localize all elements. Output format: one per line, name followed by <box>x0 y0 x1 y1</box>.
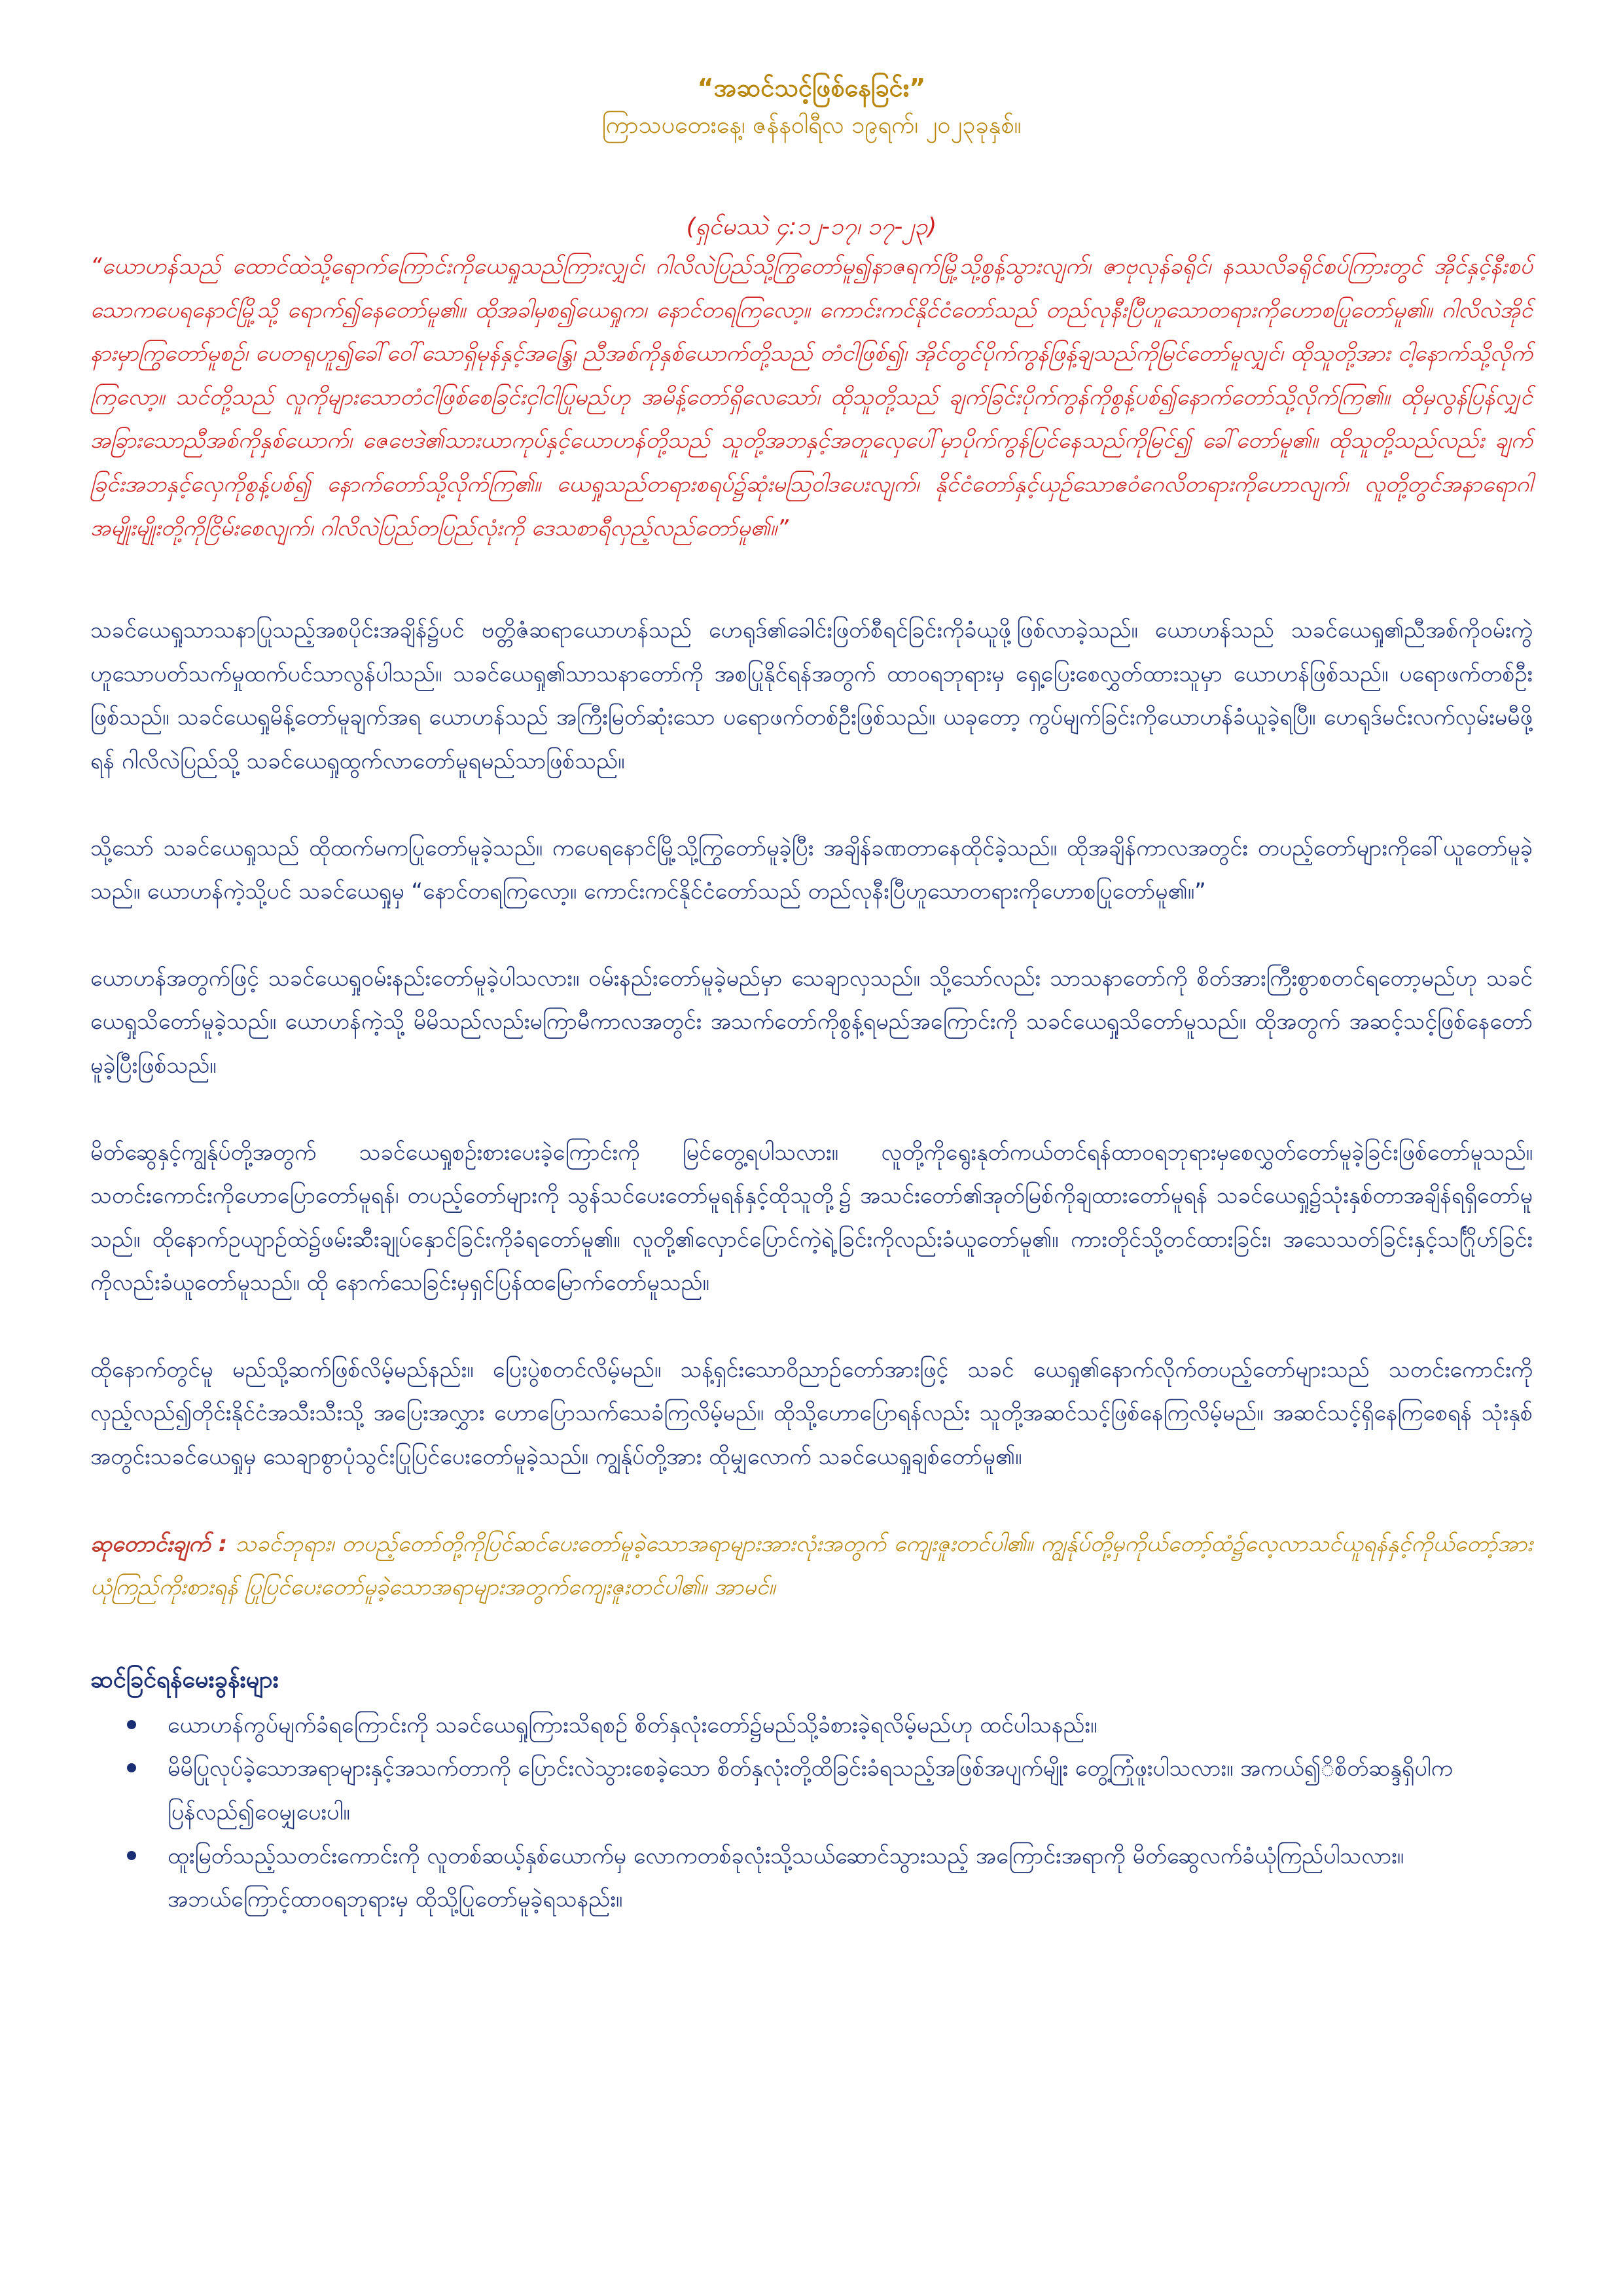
scripture-reference: (ရှင်မဿဲ ၄:၁၂-၁၇၊ ၁၇-၂၃) <box>686 213 937 240</box>
questions-list <box>90 1704 1533 1922</box>
questions-heading: ဆင်ခြင်ရန်မေးခွန်းများ <box>90 1666 279 1693</box>
body-paragraph-2: သို့သော် သခင်ယေရှုသည် ထိုထက်မကပြုတော်မူခဲ့သည်။ ကပေရနောင်မြို့သို့ကြွတော်မူခဲ့ပြီး အချိန်ခဏတာနေထိုင်ခဲ့သည်။ ထိုအချိန်ကာလအတွင်း တပည့်တော်များကိုခေါ်ယူတော်မူခဲ့သည်။ ယောဟန်ကဲ့သို့ပင် သခင်ယေရှုမှ “နောင်တရကြလော့။ ကောင်းကင်နိုင်ငံတော်သည် တည်လုနီးပြီဟူသောတရားကိုဟောစပြုတော်မူ၏။” <box>90 834 1533 905</box>
body-paragraph-5: ထိုနောက်တွင်မူ မည်သို့ဆက်ဖြစ်လိမ့်မည်နည်း။ ပြေးပွဲစတင်လိမ့်မည်။ သန့်ရှင်းသောဝိညာဉ်တော်အားဖြင့် သခင် ယေရှု၏နောက်လိုက်တပည့်တော်များသည် သတင်းကောင်းကို လှည့်လည်၍တိုင်းနိုင်ငံအသီးသီးသို့ အပြေးအလွှား ဟောပြောသက်သေခံကြလိမ့်မည်။ ထိုသို့ဟောပြောရန်လည်း သူတို့အဆင်သင့်ဖြစ်နေကြလိမ့်မည်။ အဆင်သင့်ရှိနေကြစေရန် သုံးနှစ်အတွင်းသခင်ယေရှုမှ သေချာစွာပုံသွင်းပြုပြင်ပေးတော်မူခဲ့သည်။ ကျွန်ုပ်တို့အား ထိုမျှလောက် သခင်ယေရှုချစ်တော်မူ၏။ <box>90 1356 1533 1471</box>
body-paragraph-3: ယောဟန်အတွက်ဖြင့် သခင်ယေရှုဝမ်းနည်းတော်မူခဲ့ပါသလား။ ဝမ်းနည်းတော်မူခဲ့မည်မှာ သေချာလှသည်။ သို့သော်လည်း သာသနာတော်ကို စိတ်အားကြီးစွာစတင်ရတော့မည်ဟု သခင်ယေရှုသိတော်မူခဲ့သည်။ ယောဟန်ကဲ့သို့ မိမိသည်လည်းမကြာမီကာလအတွင်း အသက်တော်ကိုစွန့်ရမည်အကြောင်းကို သခင်ယေရှုသိတော်မူသည်။ ထိုအတွက် အဆင့်သင့်ဖြစ်နေတော်မူခဲ့ပြီးဖြစ်သည်။ <box>90 965 1533 1079</box>
question-text: မိမိပြုလုပ်ခဲ့သောအရာများနှင့်အသက်တာကို ပြောင်းလဲသွားစေခဲ့သော စိတ်နှလုံးတို့ထိခြင်းခံရသည့်အဖြစ်အပျက်မျိုး တွေ့ကြုံဖူးပါသလား။ အကယ်၍ိစိတ်ဆန္ဒရှိပါက ပြန်လည်၍ဝေမျှပေးပါ။ <box>168 1755 1453 1826</box>
devotional-title: “အဆင်သင့်ဖြစ်နေခြင်း” <box>697 73 926 102</box>
question-text: ယောဟန်ကွပ်မျက်ခံရကြောင်းကို သခင်ယေရှုကြားသိရစဉ် စိတ်နှလုံးတော်၌မည်သို့ခံစားခဲ့ရလိမ့်မည်ဟု ထင်ပါသနည်း။ <box>168 1712 1097 1738</box>
question-item <box>90 1704 1533 1748</box>
prayer-text: သခင်ဘုရား၊ တပည့်တော်တို့ကိုပြင်ဆင်ပေးတော်မူခဲ့သောအရာများအားလုံးအတွက် ကျေးဇူးတင်ပါ၏။ ကျွန်ုပ်တို့မှကိုယ်တော့်ထံ၌လေ့လာသင်ယူရန်နှင့်ကိုယ်တော့်အားယုံကြည်ကိုးစားရန် ပြုပြင်ပေးတော်မူခဲ့သောအရာများအတွက်ကျေးဇူးတင်ပါ၏။ အာမင်။ <box>90 1530 1533 1601</box>
bullet-icon <box>127 1851 136 1860</box>
body-paragraph-1: သခင်ယေရှုသာသနာပြုသည့်အစပိုင်းအချိန်၌ပင် ဗတ္တိဇံဆရာယောဟန်သည် ဟေရုဒ်၏ခေါင်းဖြတ်စီရင်ခြင်းကိုခံယူဖို့ဖြစ်လာခဲ့သည်။ ယောဟန်သည် သခင်ယေရှု၏ညီအစ်ကိုဝမ်းကွဲဟူသောပတ်သက်မှုထက်ပင်သာလွန်ပါသည်။ သခင်ယေရှု၏သာသနာတော်ကို အစပြုနိုင်ရန်အတွက် ထာဝရဘုရားမှ ရှေ့ပြေးစေလွှတ်ထားသူမှာ ယောဟန်ဖြစ်သည်။ ပရောဖက်တစ်ဦးဖြစ်သည်။ သခင်ယေရှုမိန့်တော်မူချက်အရ ယောဟန်သည် အကြီးမြတ်ဆုံးသော ပရောဖက်တစ်ဦးဖြစ်သည်။ ယခုတော့ ကွပ်မျက်ခြင်းကိုယောဟန်ခံယူခဲ့ရပြီ။ ဟေရုဒ်မင်းလက်လှမ်းမမီဖို့ရန် ဂါလိလဲပြည်သို့ သခင်ယေရှုထွက်လာတော်မူရမည်သာဖြစ်သည်။ <box>90 617 1533 774</box>
scripture-text: “ယောဟန်သည် ထောင်ထဲသို့ရောက်ကြောင်းကိုယေရှုသည်ကြားလျှင်၊ ဂါလိလဲပြည်သို့ကြွတော်မူ၍နာဇရက်မြို့သို့စွန့်သွားလျက်၊ ဇာဗုလုန်ခရိုင်၊ နဿလိခရိုင်စပ်ကြားတွင် အိုင်နှင့်နီးစပ်သောကပေရနောင်မြို့သို့ ရောက်၍နေတော်မူ၏။ ထိုအခါမှစ၍ယေရှုက၊ နောင်တရကြလော့။ ကောင်းကင်နိုင်ငံတော်သည် တည်လုနီးပြီဟူသောတရားကိုဟောစပြုတော်မူ၏။ ဂါလိလဲအိုင်နားမှာကြွတော်မူစဉ်၊ ပေတရုဟူ၍ခေါ်ဝေါ်သောရှိမုန်နှင့်အန္ဒြေ၊ ညီအစ်ကိုနှစ်ယောက်တို့သည် တံငါဖြစ်၍၊ အိုင်တွင်ပိုက်ကွန်ဖြန့်ချသည်ကိုမြင်တော်မူလျှင်၊ ထိုသူတို့အား ငါ့နောက်သို့လိုက်ကြလော့။ သင်တို့သည် လူကိုများသောတံငါဖြစ်စေခြင်းငှါငါပြုမည်ဟု အမိန့်တော်ရှိလေသော်၊ ထိုသူတို့သည် ချက်ခြင်းပိုက်ကွန်ကိုစွန့်ပစ်၍နောက်တော်သို့လိုက်ကြ၏။ ထိုမှလွန်ပြန်လျှင်အခြားသောညီအစ်ကိုနှစ်ယောက်၊ ဇေဗေဒဲ၏သားယာကုပ်နှင့်ယောဟန်တို့သည် သူတို့အဘနှင့်အတူလှေပေါ်မှာပိုက်ကွန်ပြင်နေသည်ကိုမြင်၍ ခေါ်တော်မူ၏။ ထိုသူတို့သည်လည်း ချက်ခြင်းအဘနှင့်လှေကိုစွန့်ပစ်၍ နောက်တော်သို့လိုက်ကြ၏။ ယေရှုသည်တရားစရပ်၌ဆုံးမဩဝါဒပေးလျက်၊ နိုင်ငံတော်နှင့်ယှဉ်သောဧဝံဂေလိတရားကိုဟောလျက်၊ လူတို့တွင်အနာရောဂါအမျိုးမျိုးတို့ကိုငြိမ်းစေလျက်၊ ဂါလိလဲပြည်တပြည်လုံးကို ဒေသစာရီလှည့်လည်တော်မူ၏။” <box>90 253 1533 541</box>
prayer-block <box>90 1522 1533 1609</box>
question-item <box>90 1835 1533 1922</box>
bullet-icon <box>127 1763 136 1772</box>
devotional-date: ကြာသပတေးနေ့၊ ဇန်နဝါရီလ ၁၉ရက်၊ ၂၀၂၃ခုနှစ်။ <box>601 112 1022 139</box>
prayer-separator: : <box>218 1530 228 1557</box>
question-item <box>90 1747 1533 1834</box>
prayer-label: ဆုတောင်းချက် <box>90 1530 211 1557</box>
body-paragraph-4: မိတ်ဆွေနှင့်ကျွန်ုပ်တို့အတွက် သခင်ယေရှုစဉ်းစားပေးခဲ့ကြောင်းကို မြင်တွေ့ရပါသလား။ လူတို့ကိုရွေးနုတ်ကယ်တင်ရန်ထာဝရဘုရားမှစေလွှတ်တော်မူခဲ့ခြင်းဖြစ်တော်မူသည်။ သတင်းကောင်းကိုဟောပြောတော်မူရန်၊ တပည့်တော်များကို သွန်သင်ပေးတော်မူရန်နှင့်ထိုသူတို့၌ အသင်းတော်၏အုတ်မြစ်ကိုချထားတော်မူရန် သခင်ယေရှု၌သုံးနှစ်တာအချိန်ရရှိတော်မူသည်။ ထိုနောက်ဥယျာဉ်ထဲ၌ဖမ်းဆီးချုပ်နှောင်ခြင်းကိုခံရတော်မူ၏။ လူတို့၏လှောင်ပြောင်ကဲ့ရဲ့ခြင်းကိုလည်းခံယူတော်မူ၏။ ကားတိုင်သို့တင်ထားခြင်း၊ အသေသတ်ခြင်းနှင့်သင်္ဂြိုဟ်ခြင်းကိုလည်းခံယူတော်မူသည်။ ထို နောက်သေခြင်းမှရှင်ပြန်ထမြောက်တော်မူသည်။ <box>90 1139 1533 1297</box>
question-text: ထူးမြတ်သည့်သတင်းကောင်းကို လူတစ်ဆယ့်နှစ်ယောက်မှ လောကတစ်ခုလုံးသို့သယ်ဆောင်သွားသည့် အကြောင်းအရာကို မိတ်ဆွေလက်ခံယုံကြည်ပါသလား။ အဘယ်ကြောင့်ထာဝရဘုရားမှ ထိုသို့ပြုတော်မူခဲ့ရသနည်း။ <box>168 1842 1404 1913</box>
devotional-page <box>90 0 1533 2296</box>
bullet-icon <box>127 1720 136 1729</box>
